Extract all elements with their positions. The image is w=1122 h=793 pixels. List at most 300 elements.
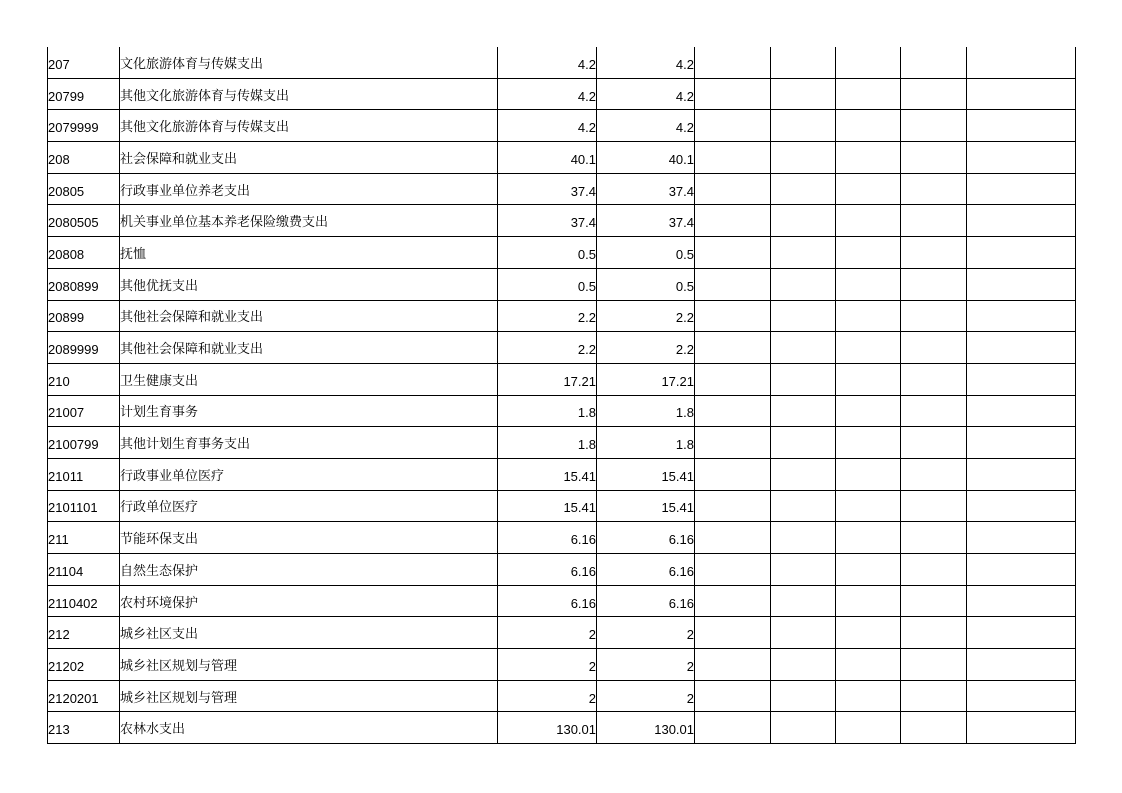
empty-cell: [901, 110, 967, 142]
name-cell: [120, 522, 498, 554]
empty-cell: [967, 490, 1076, 522]
empty-cell: [695, 142, 771, 174]
value-cell-1-text: 15.41: [563, 500, 596, 516]
empty-cell: [901, 363, 967, 395]
name-cell-text: 城乡社区规划与管理: [120, 690, 238, 706]
value-cell-1: [498, 395, 597, 427]
empty-cell: [695, 78, 771, 110]
table-row: [48, 554, 1076, 586]
value-cell-2-text: 40.1: [668, 151, 694, 167]
empty-cell: [836, 458, 901, 490]
table-row: [48, 47, 1076, 78]
value-cell-1: [498, 205, 597, 237]
name-cell-text: 其他优抚支出: [120, 278, 199, 294]
name-cell: [120, 47, 498, 78]
code-cell: [48, 78, 120, 110]
value-cell-1-text: 130.01: [556, 722, 596, 738]
name-cell: [120, 78, 498, 110]
empty-cell: [836, 649, 901, 681]
empty-cell: [695, 680, 771, 712]
empty-cell: [967, 458, 1076, 490]
code-cell: [48, 585, 120, 617]
table-body: [48, 47, 1076, 744]
empty-cell: [967, 268, 1076, 300]
empty-cell: [771, 268, 836, 300]
value-cell-2: [597, 78, 695, 110]
empty-cell: [771, 649, 836, 681]
table-row: [48, 268, 1076, 300]
name-cell: [120, 237, 498, 269]
empty-cell: [967, 522, 1076, 554]
value-cell-2-text: 6.16: [668, 532, 694, 548]
empty-cell: [771, 78, 836, 110]
empty-cell: [967, 363, 1076, 395]
empty-cell: [967, 300, 1076, 332]
table-row: [48, 649, 1076, 681]
value-cell-2-text: 15.41: [661, 500, 694, 516]
table-row: [48, 617, 1076, 649]
value-cell-1-text: 37.4: [570, 183, 596, 199]
value-cell-1: [498, 585, 597, 617]
value-cell-2-text: 37.4: [668, 183, 694, 199]
empty-cell: [836, 205, 901, 237]
empty-cell: [836, 268, 901, 300]
code-cell-text: 20805: [48, 183, 85, 199]
empty-cell: [967, 712, 1076, 744]
value-cell-1: [498, 617, 597, 649]
code-cell-text: 2079999: [48, 120, 99, 136]
table-row: [48, 142, 1076, 174]
table-row: [48, 427, 1076, 459]
value-cell-1: [498, 427, 597, 459]
empty-cell: [771, 205, 836, 237]
value-cell-1: [498, 712, 597, 744]
value-cell-2-text: 2: [686, 658, 694, 674]
empty-cell: [901, 173, 967, 205]
empty-cell: [771, 490, 836, 522]
empty-cell: [836, 585, 901, 617]
name-cell-text: 城乡社区支出: [120, 627, 199, 643]
name-cell-text: 自然生态保护: [120, 563, 199, 579]
empty-cell: [901, 585, 967, 617]
code-cell-text: 20799: [48, 88, 85, 104]
value-cell-1-text: 2: [588, 658, 596, 674]
name-cell: [120, 142, 498, 174]
name-cell: [120, 332, 498, 364]
empty-cell: [695, 585, 771, 617]
code-cell: [48, 490, 120, 522]
value-cell-2: [597, 617, 695, 649]
code-cell-text: 21202: [48, 658, 85, 674]
empty-cell: [836, 522, 901, 554]
empty-cell: [695, 395, 771, 427]
empty-cell: [967, 78, 1076, 110]
code-cell-text: 207: [48, 56, 70, 72]
code-cell: [48, 680, 120, 712]
empty-cell: [836, 142, 901, 174]
code-cell: [48, 268, 120, 300]
value-cell-1: [498, 78, 597, 110]
empty-cell: [836, 173, 901, 205]
empty-cell: [901, 78, 967, 110]
value-cell-1: [498, 363, 597, 395]
value-cell-1: [498, 268, 597, 300]
code-cell: [48, 617, 120, 649]
code-cell-text: 2120201: [48, 690, 99, 706]
empty-cell: [967, 47, 1076, 78]
value-cell-1: [498, 332, 597, 364]
name-cell-text: 其他社会保障和就业支出: [120, 310, 264, 326]
value-cell-2-text: 6.16: [668, 595, 694, 611]
empty-cell: [695, 649, 771, 681]
empty-cell: [836, 680, 901, 712]
value-cell-2-text: 4.2: [675, 56, 694, 72]
code-cell: [48, 712, 120, 744]
code-cell: [48, 395, 120, 427]
value-cell-1-text: 4.2: [577, 120, 596, 136]
value-cell-2-text: 2.2: [675, 310, 694, 326]
empty-cell: [695, 427, 771, 459]
empty-cell: [695, 617, 771, 649]
value-cell-1-text: 15.41: [563, 468, 596, 484]
value-cell-1-text: 17.21: [563, 373, 596, 389]
empty-cell: [695, 554, 771, 586]
empty-cell: [695, 522, 771, 554]
empty-cell: [695, 490, 771, 522]
code-cell: [48, 237, 120, 269]
table-row: [48, 395, 1076, 427]
empty-cell: [695, 110, 771, 142]
value-cell-1-text: 2.2: [577, 342, 596, 358]
code-cell: [48, 522, 120, 554]
table-row: [48, 332, 1076, 364]
name-cell: [120, 585, 498, 617]
empty-cell: [901, 617, 967, 649]
empty-cell: [901, 142, 967, 174]
value-cell-1: [498, 47, 597, 78]
empty-cell: [901, 205, 967, 237]
empty-cell: [901, 47, 967, 78]
empty-cell: [695, 237, 771, 269]
table-row: [48, 205, 1076, 237]
value-cell-1-text: 1.8: [577, 437, 596, 453]
empty-cell: [836, 332, 901, 364]
empty-cell: [967, 205, 1076, 237]
empty-cell: [901, 680, 967, 712]
empty-cell: [695, 332, 771, 364]
code-cell: [48, 332, 120, 364]
value-cell-1-text: 2: [588, 627, 596, 643]
code-cell-text: 2080899: [48, 278, 99, 294]
value-cell-1-text: 40.1: [570, 151, 596, 167]
empty-cell: [901, 458, 967, 490]
name-cell-text: 农村环境保护: [120, 595, 199, 611]
value-cell-2: [597, 585, 695, 617]
value-cell-2: [597, 712, 695, 744]
empty-cell: [967, 237, 1076, 269]
table-row: [48, 237, 1076, 269]
empty-cell: [901, 490, 967, 522]
empty-cell: [901, 427, 967, 459]
name-cell: [120, 395, 498, 427]
empty-cell: [967, 173, 1076, 205]
empty-cell: [695, 173, 771, 205]
code-cell: [48, 142, 120, 174]
empty-cell: [901, 268, 967, 300]
value-cell-2: [597, 173, 695, 205]
name-cell-text: 机关事业单位基本养老保险缴费支出: [120, 215, 329, 231]
name-cell: [120, 110, 498, 142]
name-cell-text: 节能环保支出: [120, 532, 199, 548]
value-cell-2-text: 1.8: [675, 405, 694, 421]
code-cell-text: 208: [48, 151, 70, 167]
empty-cell: [695, 268, 771, 300]
value-cell-2: [597, 47, 695, 78]
empty-cell: [901, 712, 967, 744]
name-cell-text: 其他文化旅游体育与传媒支出: [120, 120, 290, 136]
value-cell-2: [597, 237, 695, 269]
value-cell-2: [597, 110, 695, 142]
empty-cell: [967, 554, 1076, 586]
code-cell-text: 21007: [48, 405, 85, 421]
table-row: [48, 680, 1076, 712]
code-cell: [48, 205, 120, 237]
value-cell-2: [597, 490, 695, 522]
empty-cell: [771, 300, 836, 332]
name-cell: [120, 458, 498, 490]
value-cell-2-text: 15.41: [661, 468, 694, 484]
value-cell-2-text: 37.4: [668, 215, 694, 231]
empty-cell: [836, 395, 901, 427]
empty-cell: [967, 395, 1076, 427]
name-cell-text: 城乡社区规划与管理: [120, 658, 238, 674]
value-cell-1-text: 1.8: [577, 405, 596, 421]
name-cell-text: 行政单位医疗: [120, 500, 199, 516]
empty-cell: [771, 110, 836, 142]
value-cell-1-text: 6.16: [570, 563, 596, 579]
value-cell-1: [498, 142, 597, 174]
empty-cell: [695, 47, 771, 78]
name-cell: [120, 649, 498, 681]
name-cell: [120, 427, 498, 459]
empty-cell: [836, 490, 901, 522]
value-cell-2: [597, 205, 695, 237]
value-cell-1-text: 4.2: [577, 88, 596, 104]
empty-cell: [836, 617, 901, 649]
name-cell-text: 其他计划生育事务支出: [120, 437, 251, 453]
value-cell-1-text: 0.5: [577, 278, 596, 294]
name-cell: [120, 173, 498, 205]
code-cell-text: 21104: [48, 563, 84, 579]
code-cell: [48, 649, 120, 681]
code-cell-text: 211: [48, 532, 69, 548]
empty-cell: [901, 649, 967, 681]
empty-cell: [771, 363, 836, 395]
empty-cell: [771, 47, 836, 78]
empty-cell: [967, 680, 1076, 712]
empty-cell: [695, 363, 771, 395]
code-cell-text: 20899: [48, 310, 85, 326]
empty-cell: [836, 363, 901, 395]
empty-cell: [836, 554, 901, 586]
name-cell-text: 农林水支出: [120, 722, 186, 738]
value-cell-2: [597, 142, 695, 174]
value-cell-2-text: 4.2: [675, 88, 694, 104]
value-cell-2: [597, 395, 695, 427]
code-cell-text: 210: [48, 373, 70, 389]
empty-cell: [901, 395, 967, 427]
code-cell: [48, 110, 120, 142]
name-cell: [120, 490, 498, 522]
value-cell-1-text: 2: [588, 690, 596, 706]
empty-cell: [771, 427, 836, 459]
value-cell-1: [498, 237, 597, 269]
empty-cell: [967, 427, 1076, 459]
empty-cell: [771, 680, 836, 712]
empty-cell: [771, 332, 836, 364]
value-cell-2-text: 2.2: [675, 342, 694, 358]
empty-cell: [771, 585, 836, 617]
code-cell: [48, 363, 120, 395]
value-cell-2: [597, 363, 695, 395]
value-cell-1-text: 2.2: [577, 310, 596, 326]
name-cell-text: 文化旅游体育与传媒支出: [120, 56, 264, 72]
table-row: [48, 522, 1076, 554]
value-cell-1-text: 6.16: [570, 532, 596, 548]
empty-cell: [771, 142, 836, 174]
value-cell-2-text: 1.8: [675, 437, 694, 453]
name-cell-text: 社会保障和就业支出: [120, 151, 238, 167]
empty-cell: [771, 395, 836, 427]
empty-cell: [836, 712, 901, 744]
empty-cell: [771, 237, 836, 269]
empty-cell: [836, 300, 901, 332]
table-row: [48, 110, 1076, 142]
code-cell-text: 20808: [48, 246, 85, 262]
code-cell: [48, 173, 120, 205]
name-cell-text: 抚恤: [120, 246, 147, 262]
empty-cell: [771, 173, 836, 205]
value-cell-2: [597, 649, 695, 681]
value-cell-1-text: 37.4: [570, 215, 596, 231]
empty-cell: [771, 522, 836, 554]
value-cell-2: [597, 300, 695, 332]
name-cell-text: 其他文化旅游体育与传媒支出: [120, 88, 290, 104]
value-cell-1: [498, 554, 597, 586]
code-cell-text: 2100799: [48, 437, 99, 453]
name-cell-text: 卫生健康支出: [120, 373, 199, 389]
table-row: [48, 712, 1076, 744]
value-cell-1: [498, 649, 597, 681]
empty-cell: [771, 617, 836, 649]
value-cell-2-text: 130.01: [654, 722, 694, 738]
empty-cell: [967, 142, 1076, 174]
code-cell-text: 2110402: [48, 595, 98, 611]
code-cell-text: 21011: [48, 468, 84, 484]
empty-cell: [967, 110, 1076, 142]
empty-cell: [836, 78, 901, 110]
value-cell-1: [498, 110, 597, 142]
value-cell-2-text: 17.21: [661, 373, 694, 389]
empty-cell: [836, 237, 901, 269]
empty-cell: [771, 554, 836, 586]
value-cell-1: [498, 490, 597, 522]
value-cell-1: [498, 458, 597, 490]
value-cell-1: [498, 522, 597, 554]
table-row: [48, 78, 1076, 110]
value-cell-1-text: 6.16: [570, 595, 596, 611]
code-cell-text: 212: [48, 627, 70, 643]
empty-cell: [901, 554, 967, 586]
code-cell: [48, 300, 120, 332]
code-cell: [48, 554, 120, 586]
code-cell: [48, 458, 120, 490]
value-cell-1: [498, 300, 597, 332]
name-cell: [120, 617, 498, 649]
code-cell: [48, 427, 120, 459]
code-cell-text: 2089999: [48, 342, 99, 358]
table-row: [48, 300, 1076, 332]
code-cell-text: 2101101: [48, 500, 98, 516]
value-cell-2-text: 6.16: [668, 563, 694, 579]
value-cell-2-text: 4.2: [675, 120, 694, 136]
empty-cell: [695, 712, 771, 744]
name-cell-text: 其他社会保障和就业支出: [120, 342, 264, 358]
value-cell-1: [498, 173, 597, 205]
empty-cell: [967, 617, 1076, 649]
value-cell-2-text: 2: [686, 627, 694, 643]
table-row: [48, 363, 1076, 395]
empty-cell: [901, 300, 967, 332]
empty-cell: [901, 237, 967, 269]
value-cell-2: [597, 522, 695, 554]
name-cell: [120, 712, 498, 744]
value-cell-2: [597, 680, 695, 712]
value-cell-2: [597, 554, 695, 586]
value-cell-1-text: 4.2: [577, 56, 596, 72]
code-cell-text: 2080505: [48, 215, 99, 231]
code-cell-text: 213: [48, 722, 70, 738]
empty-cell: [695, 300, 771, 332]
empty-cell: [771, 458, 836, 490]
empty-cell: [695, 205, 771, 237]
value-cell-2: [597, 458, 695, 490]
table-row: [48, 458, 1076, 490]
value-cell-2: [597, 268, 695, 300]
value-cell-2-text: 0.5: [675, 246, 694, 262]
name-cell: [120, 268, 498, 300]
value-cell-2-text: 0.5: [675, 278, 694, 294]
name-cell: [120, 300, 498, 332]
empty-cell: [967, 649, 1076, 681]
name-cell: [120, 680, 498, 712]
empty-cell: [967, 585, 1076, 617]
value-cell-2: [597, 332, 695, 364]
empty-cell: [771, 712, 836, 744]
empty-cell: [901, 522, 967, 554]
name-cell: [120, 554, 498, 586]
value-cell-2: [597, 427, 695, 459]
budget-table: [47, 47, 1076, 744]
value-cell-2-text: 2: [686, 690, 694, 706]
name-cell: [120, 205, 498, 237]
name-cell-text: 计划生育事务: [120, 405, 199, 421]
table-row: [48, 490, 1076, 522]
value-cell-1: [498, 680, 597, 712]
name-cell-text: 行政事业单位养老支出: [120, 183, 251, 199]
value-cell-1-text: 0.5: [577, 246, 596, 262]
empty-cell: [836, 47, 901, 78]
